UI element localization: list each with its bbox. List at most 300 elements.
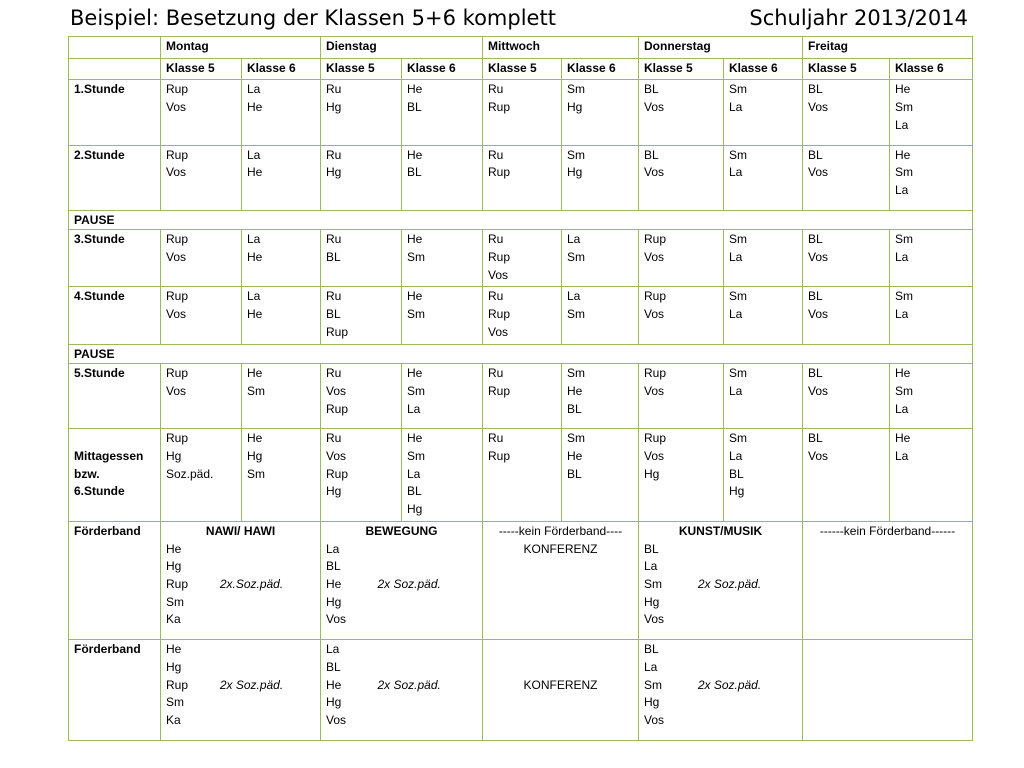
- foerderband-row: [69, 521, 973, 639]
- sozpaed-note: 2x Soz.päd.: [697, 576, 762, 591]
- cell-line: Rup: [166, 289, 189, 304]
- cell-line: Hg: [644, 695, 660, 710]
- teacher-cell: [402, 80, 483, 145]
- cell-line: He: [407, 289, 423, 304]
- cell-line: BL: [644, 82, 659, 97]
- cell-line: BL: [644, 541, 659, 556]
- teacher-cell: [803, 287, 890, 344]
- cell-line: BL: [407, 484, 422, 499]
- foerderband-mittwoch: [483, 640, 639, 741]
- cell-line: La: [729, 100, 743, 115]
- corner-cell: [69, 58, 161, 80]
- cell-line: Vos: [326, 712, 347, 727]
- teacher-cell: [483, 429, 562, 522]
- teacher-cell: [639, 287, 724, 344]
- cell-line: BL: [808, 147, 823, 162]
- cell-line: Rup: [166, 431, 189, 446]
- cell-line: He: [247, 431, 263, 446]
- sozpaed-note: 2x Soz.päd.: [219, 677, 284, 692]
- lesson-row: [69, 429, 973, 522]
- row-gap: [488, 694, 633, 702]
- row-gap: [895, 200, 967, 208]
- day-header-donnerstag: Donnerstag: [639, 37, 803, 59]
- cell-line: Vos: [808, 250, 829, 265]
- cell-line: Ka: [166, 612, 181, 627]
- line-with-note: [326, 576, 477, 594]
- day-header-dienstag: Dienstag: [321, 37, 483, 59]
- cell-line: Vos: [166, 250, 187, 265]
- cell-line: Sm: [407, 250, 425, 265]
- cell-line: La: [895, 307, 909, 322]
- foerderband-label: Förderband: [69, 640, 161, 741]
- cell-line: Sm: [166, 695, 184, 710]
- cell-line: La: [644, 559, 658, 574]
- lesson-label: [69, 80, 161, 145]
- row-gap: [644, 730, 797, 738]
- lesson-row: [69, 230, 973, 287]
- cell-line: BL: [729, 466, 744, 481]
- cell-line: La: [644, 659, 658, 674]
- cell-line: Rup: [488, 449, 511, 464]
- cell-line: La: [407, 401, 421, 416]
- cell-line: He: [407, 431, 423, 446]
- sozpaed-note: 2x.Soz.päd.: [219, 576, 284, 591]
- day-header-montag: Montag: [161, 37, 321, 59]
- cell-line: Ru: [326, 232, 342, 247]
- cell-line: Vos: [808, 449, 829, 464]
- line-with-note: [166, 576, 315, 594]
- cell-line: BL: [808, 232, 823, 247]
- teacher-name: Sm: [644, 576, 662, 591]
- teacher-name: Sm: [644, 677, 662, 692]
- cell-line: Sm: [567, 431, 585, 446]
- teacher-cell: [402, 145, 483, 210]
- row-gap: [895, 466, 967, 474]
- sozpaed-note: 2x Soz.päd.: [697, 677, 762, 692]
- cell-line: La: [729, 307, 743, 322]
- teacher-cell: [724, 230, 803, 287]
- cell-line: Rup: [166, 232, 189, 247]
- cell-line: Vos: [488, 324, 509, 339]
- teacher-cell: [483, 287, 562, 344]
- cell-line: La: [407, 466, 421, 481]
- cell-line: 5.Stunde: [74, 366, 125, 381]
- teacher-cell: [639, 364, 724, 429]
- teacher-cell: [639, 230, 724, 287]
- lesson-row: [69, 80, 973, 145]
- cell-line: La: [326, 541, 340, 556]
- cell-line: BL: [567, 401, 582, 416]
- cell-line: He: [247, 165, 263, 180]
- cell-line: He: [407, 147, 423, 162]
- teacher-name: Rup: [166, 576, 189, 591]
- foerderband-donnerstag: [639, 521, 803, 639]
- cell-line: Rup: [488, 250, 511, 265]
- cell-line: He: [407, 232, 423, 247]
- corner-cell: [69, 37, 161, 59]
- teacher-cell: [242, 145, 321, 210]
- cell-line: He: [166, 541, 182, 556]
- class-header: Klasse 5: [639, 58, 724, 80]
- line-with-note: [644, 576, 797, 594]
- cell-line: BL: [644, 642, 659, 657]
- cell-line: Sm: [247, 466, 265, 481]
- cell-line: He: [895, 82, 911, 97]
- cell-line: Hg: [567, 165, 583, 180]
- cell-line: [74, 430, 155, 448]
- cell-line: La: [326, 642, 340, 657]
- lesson-row: [69, 145, 973, 210]
- cell-line: Ru: [326, 147, 342, 162]
- teacher-cell: [321, 145, 402, 210]
- day-header-mittwoch: Mittwoch: [483, 37, 639, 59]
- cell-line: La: [729, 165, 743, 180]
- cell-line: He: [247, 250, 263, 265]
- lesson-label: [69, 429, 161, 522]
- line-with-note: [644, 677, 797, 695]
- cell-line: BL: [644, 147, 659, 162]
- cell-line: La: [895, 449, 909, 464]
- cell-line: Ru: [326, 366, 342, 381]
- teacher-cell: [483, 80, 562, 145]
- cell-line: Hg: [247, 449, 263, 464]
- cell-line: He: [247, 307, 263, 322]
- pause-label: PAUSE: [69, 344, 973, 364]
- cell-line: Vos: [808, 165, 829, 180]
- teacher-cell: [562, 287, 639, 344]
- row-gap: [808, 641, 967, 649]
- cell-line: He: [567, 383, 583, 398]
- cell-line: Ru: [488, 431, 504, 446]
- cell-line: Vos: [644, 712, 665, 727]
- teacher-name: He: [326, 576, 342, 591]
- cell-line: Vos: [644, 100, 665, 115]
- row-gap: [808, 541, 967, 549]
- cell-line: BL: [326, 659, 341, 674]
- teacher-cell: [890, 80, 973, 145]
- foerderband-row: [69, 640, 973, 741]
- cell-line: [488, 659, 633, 677]
- lesson-label: [69, 145, 161, 210]
- row-gap: [326, 730, 477, 738]
- teacher-cell: [639, 145, 724, 210]
- cell-line: Hg: [326, 484, 342, 499]
- cell-line: ------kein Förderband------: [819, 523, 956, 538]
- teacher-name: He: [326, 677, 342, 692]
- cell-line: Vos: [166, 165, 187, 180]
- row-gap: [166, 730, 315, 738]
- row-gap: [895, 418, 967, 426]
- cell-line: Sm: [407, 449, 425, 464]
- cell-line: Hg: [567, 100, 583, 115]
- cell-line: Sm: [729, 82, 747, 97]
- row-gap: [326, 629, 477, 637]
- class-header-row: [69, 58, 973, 80]
- cell-line: Sm: [407, 307, 425, 322]
- cell-line: He: [166, 642, 182, 657]
- cell-line: 6.Stunde: [74, 484, 125, 499]
- cell-line: BL: [326, 250, 341, 265]
- teacher-cell: [890, 364, 973, 429]
- cell-line: La: [247, 82, 261, 97]
- teacher-cell: [402, 364, 483, 429]
- class-header: Klasse 5: [321, 58, 402, 80]
- cell-line: Sm: [895, 100, 913, 115]
- teacher-cell: [724, 429, 803, 522]
- cell-line: -----kein Förderband----: [498, 523, 623, 538]
- cell-line: La: [895, 182, 909, 197]
- cell-line: 3.Stunde: [74, 232, 125, 247]
- cell-line: La: [567, 232, 581, 247]
- cell-line: Sm: [567, 366, 585, 381]
- foerderband-heading: KUNST/MUSIK: [678, 523, 763, 538]
- row-gap: [895, 135, 967, 143]
- cell-line: La: [247, 147, 261, 162]
- cell-line: Rup: [166, 82, 189, 97]
- cell-line: KONFERENZ: [523, 541, 598, 556]
- cell-line: Rup: [644, 431, 667, 446]
- class-header: Klasse 5: [803, 58, 890, 80]
- cell-line: La: [729, 250, 743, 265]
- class-header: Klasse 6: [724, 58, 803, 80]
- cell-line: Rup: [166, 366, 189, 381]
- teacher-cell: [562, 230, 639, 287]
- teacher-cell: [321, 230, 402, 287]
- cell-line: BL: [808, 82, 823, 97]
- cell-line: BL: [407, 165, 422, 180]
- teacher-cell: [639, 429, 724, 522]
- cell-line: Sm: [567, 147, 585, 162]
- cell-line: Vos: [644, 449, 665, 464]
- cell-line: Rup: [488, 100, 511, 115]
- cell-line: BL: [326, 307, 341, 322]
- cell-line: Rup: [644, 232, 667, 247]
- foerderband-montag: [161, 521, 321, 639]
- teacher-cell: [803, 364, 890, 429]
- class-header: Klasse 6: [242, 58, 321, 80]
- teacher-cell: [724, 364, 803, 429]
- teacher-cell: [161, 230, 242, 287]
- teacher-cell: [161, 80, 242, 145]
- document-title: Beispiel: Besetzung der Klassen 5+6 komplett: [70, 6, 556, 30]
- school-year: Schuljahr 2013/2014: [749, 6, 968, 30]
- cell-line: Hg: [644, 466, 660, 481]
- cell-line: La: [729, 449, 743, 464]
- teacher-cell: [724, 80, 803, 145]
- cell-line: Rup: [326, 466, 349, 481]
- teacher-cell: [724, 287, 803, 344]
- cell-line: 2.Stunde: [74, 147, 125, 162]
- cell-line: He: [895, 366, 911, 381]
- cell-line: BL: [407, 100, 422, 115]
- cell-line: Vos: [166, 383, 187, 398]
- teacher-cell: [402, 287, 483, 344]
- cell-line: Rup: [644, 366, 667, 381]
- teacher-cell: [562, 429, 639, 522]
- teacher-cell: [890, 230, 973, 287]
- teacher-cell: [890, 287, 973, 344]
- cell-line: BL: [808, 366, 823, 381]
- line-with-note: [326, 677, 477, 695]
- cell-line: BL: [567, 466, 582, 481]
- cell-line: 4.Stunde: [74, 289, 125, 304]
- lesson-label: [69, 230, 161, 287]
- cell-line: Sm: [567, 307, 585, 322]
- cell-line: Hg: [644, 594, 660, 609]
- cell-line: Vos: [166, 307, 187, 322]
- cell-line: Vos: [326, 383, 347, 398]
- cell-line: Rup: [644, 289, 667, 304]
- cell-line: Vos: [326, 449, 347, 464]
- cell-line: Sm: [729, 289, 747, 304]
- cell-line: Ru: [326, 431, 342, 446]
- class-header: Klasse 6: [890, 58, 973, 80]
- cell-line: Rup: [326, 401, 349, 416]
- teacher-cell: [321, 429, 402, 522]
- cell-line: Vos: [488, 267, 509, 282]
- row-gap: [644, 629, 797, 637]
- cell-line: He: [247, 100, 263, 115]
- teacher-cell: [242, 287, 321, 344]
- foerderband-dienstag: [321, 640, 483, 741]
- class-header: Klasse 5: [483, 58, 562, 80]
- teacher-cell: [639, 80, 724, 145]
- class-header: Klasse 6: [562, 58, 639, 80]
- cell-line: He: [895, 147, 911, 162]
- teacher-cell: [803, 429, 890, 522]
- pause-row: [69, 344, 973, 364]
- cell-line: He: [407, 82, 423, 97]
- cell-line: 1.Stunde: [74, 82, 125, 97]
- foerderband-dienstag: [321, 521, 483, 639]
- cell-line: He: [895, 431, 911, 446]
- cell-line: Sm: [895, 232, 913, 247]
- teacher-cell: [562, 80, 639, 145]
- teacher-cell: [161, 429, 242, 522]
- cell-line: Vos: [644, 165, 665, 180]
- cell-line: Rup: [166, 147, 189, 162]
- teacher-cell: [161, 364, 242, 429]
- cell-line: He: [247, 366, 263, 381]
- cell-line: Vos: [644, 383, 665, 398]
- cell-line: Sm: [407, 383, 425, 398]
- cell-line: Vos: [808, 307, 829, 322]
- cell-line: Vos: [644, 612, 665, 627]
- foerderband-donnerstag: [639, 640, 803, 741]
- cell-line: Vos: [644, 307, 665, 322]
- class-header: Klasse 5: [161, 58, 242, 80]
- cell-line: Rup: [326, 324, 349, 339]
- line-with-note: [166, 677, 315, 695]
- teacher-cell: [161, 145, 242, 210]
- cell-line: Vos: [808, 100, 829, 115]
- cell-line: La: [247, 232, 261, 247]
- cell-line: KONFERENZ: [523, 677, 598, 692]
- cell-line: La: [247, 289, 261, 304]
- foerderband-heading: NAWI/ HAWI: [205, 523, 276, 538]
- teacher-cell: [562, 364, 639, 429]
- teacher-name: Rup: [166, 677, 189, 692]
- cell-line: Hg: [166, 449, 182, 464]
- lesson-label: [69, 364, 161, 429]
- teacher-cell: [724, 145, 803, 210]
- teacher-cell: [242, 80, 321, 145]
- cell-line: Hg: [326, 695, 342, 710]
- cell-line: Sm: [895, 383, 913, 398]
- cell-line: [488, 641, 633, 659]
- cell-line: He: [407, 366, 423, 381]
- cell-line: Sm: [895, 289, 913, 304]
- cell-line: Soz.päd.: [166, 466, 214, 481]
- teacher-cell: [483, 364, 562, 429]
- cell-line: Ru: [488, 82, 504, 97]
- timetable: [68, 36, 973, 741]
- teacher-cell: [242, 364, 321, 429]
- cell-line: Ru: [488, 289, 504, 304]
- foerderband-heading: BEWEGUNG: [365, 523, 438, 538]
- foerderband-mittwoch: [483, 521, 639, 639]
- day-header-row: [69, 37, 973, 59]
- day-header-freitag: Freitag: [803, 37, 973, 59]
- cell-line: Ru: [326, 289, 342, 304]
- teacher-cell: [562, 145, 639, 210]
- pause-row: [69, 210, 973, 230]
- cell-line: Sm: [729, 147, 747, 162]
- teacher-cell: [803, 145, 890, 210]
- cell-line: Mittagessen: [74, 449, 144, 464]
- cell-line: Sm: [729, 232, 747, 247]
- cell-line: Rup: [488, 165, 511, 180]
- cell-line: Sm: [729, 431, 747, 446]
- teacher-cell: [890, 429, 973, 522]
- teacher-cell: [803, 80, 890, 145]
- row-gap: [166, 629, 315, 637]
- foerderband-label: Förderband: [69, 521, 161, 639]
- cell-line: Hg: [166, 559, 182, 574]
- cell-line: Ru: [488, 232, 504, 247]
- cell-line: Hg: [407, 502, 423, 517]
- cell-line: BL: [326, 559, 341, 574]
- cell-line: Sm: [895, 165, 913, 180]
- cell-line: Hg: [326, 100, 342, 115]
- cell-line: La: [729, 383, 743, 398]
- row-gap: [895, 324, 967, 332]
- cell-line: BL: [808, 289, 823, 304]
- teacher-cell: [402, 230, 483, 287]
- foerderband-freitag: [803, 521, 973, 639]
- cell-line: Vos: [166, 100, 187, 115]
- cell-line: He: [567, 449, 583, 464]
- cell-line: Rup: [488, 307, 511, 322]
- teacher-cell: [321, 364, 402, 429]
- cell-line: Sm: [567, 250, 585, 265]
- lesson-row: [69, 364, 973, 429]
- cell-line: Vos: [644, 250, 665, 265]
- class-header: Klasse 6: [402, 58, 483, 80]
- cell-line: La: [895, 117, 909, 132]
- lesson-row: [69, 287, 973, 344]
- cell-line: La: [895, 401, 909, 416]
- cell-line: Hg: [326, 165, 342, 180]
- pause-label: PAUSE: [69, 210, 973, 230]
- timetable-body: [69, 37, 973, 741]
- foerderband-freitag: [803, 640, 973, 741]
- teacher-cell: [321, 287, 402, 344]
- teacher-cell: [890, 145, 973, 210]
- cell-line: Ka: [166, 712, 181, 727]
- cell-line: Ru: [326, 82, 342, 97]
- cell-line: Rup: [488, 383, 511, 398]
